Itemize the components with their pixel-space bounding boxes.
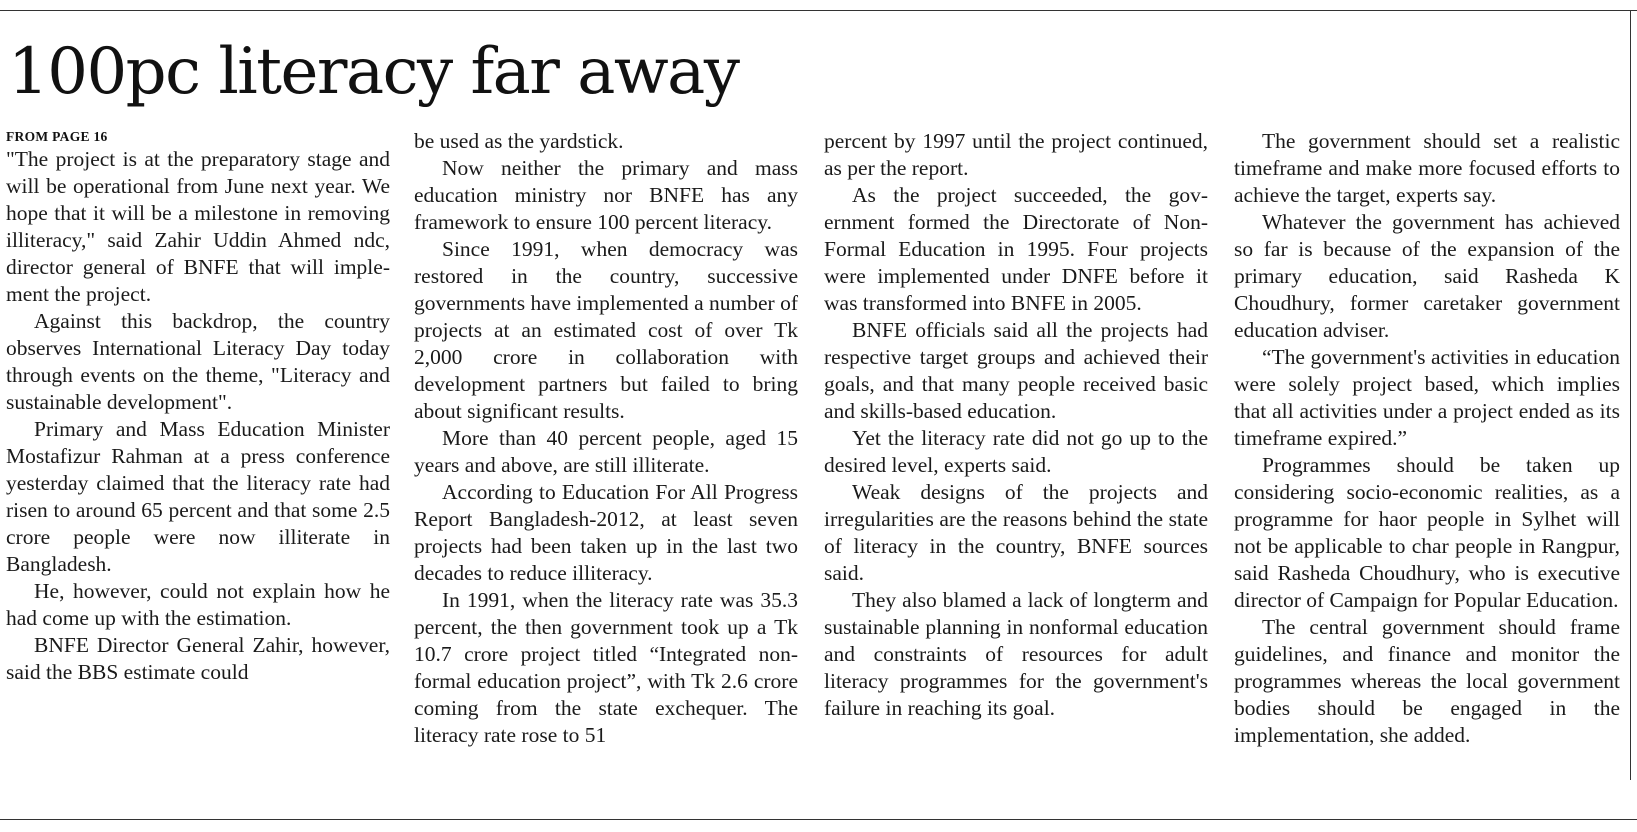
paragraph: He, however, could not explain how he had come up with the estimation. bbox=[6, 579, 390, 630]
paragraph: The central government should frame guidelines, and finance and monitor the programmes whereas the local government bodies should be engaged in the implementation, she added. bbox=[1234, 615, 1620, 747]
paragraph: “The government's activities in education were solely project based, which implies that all activities under a project ended as its timeframe expired.” bbox=[1234, 345, 1620, 450]
paragraph: Now neither the primary and mass education ministry nor BNFE has any framework to ensure 100 percent literacy. bbox=[414, 156, 798, 234]
paragraph: BNFE Director General Zahir, however, said the BBS estimate could bbox=[6, 633, 390, 684]
bottom-rule bbox=[0, 819, 1637, 820]
paragraph: be used as the yardstick. bbox=[414, 129, 624, 153]
paragraph: Since 1991, when democracy was restored in the country, successive governments have implemented a number of projects at an estimated cost of over Tk 2,000 crore in collaboration with development partners but failed to bring about significant results. bbox=[414, 237, 798, 423]
article-column-3 bbox=[824, 128, 1208, 722]
paragraph: Against this backdrop, the country observes International Literacy Day today through events on the theme, "Literacy and sustainable development". bbox=[6, 309, 390, 414]
article-column-4 bbox=[1234, 128, 1620, 749]
paragraph: Yet the literacy rate did not go up to the desired level, experts said. bbox=[824, 426, 1208, 477]
top-rule bbox=[0, 10, 1637, 11]
paragraph: percent by 1997 until the project continued, as per the report. bbox=[824, 129, 1208, 180]
paragraph: Programmes should be taken up considering socio-economic realities, as a programme for haor people in Sylhet will not be applicable to char people in Rangpur, said Rasheda Choudhury, who is executive director of Campaign for Popular Education. bbox=[1234, 453, 1620, 612]
continuation-kicker: FROM PAGE 16 bbox=[6, 129, 108, 144]
paragraph: Primary and Mass Education Minister Mostafizur Rahman at a press conference yesterday claimed that the literacy rate had risen to around 65 percent and that some 2.5 crore people were now illiterate in Bangladesh. bbox=[6, 417, 390, 576]
paragraph: Whatever the government has achieved so far is because of the expansion of the primary education, said Rasheda K Choudhury, former caretaker government education adviser. bbox=[1234, 210, 1620, 342]
paragraph: BNFE officials said all the projects had respective target groups and achieved their goals, and that many people received basic and skills-based education. bbox=[824, 318, 1208, 423]
right-rule bbox=[1630, 10, 1631, 780]
article-column-1 bbox=[6, 128, 390, 686]
paragraph: The government should set a realistic timeframe and make more focused efforts to achieve the target, experts say. bbox=[1234, 129, 1620, 207]
paragraph: More than 40 percent people, aged 15 years and above, are still illiterate. bbox=[414, 426, 798, 477]
paragraph: They also blamed a lack of longterm and sustainable planning in nonformal education and constraints of resources for adult literacy programmes for the government's failure in reaching its goal. bbox=[824, 588, 1208, 720]
paragraph: Weak designs of the projects and irregularities are the reasons behind the state of literacy in the country, BNFE sources said. bbox=[824, 480, 1208, 585]
headline: 100pc literacy far away bbox=[8, 35, 739, 109]
article-column-2 bbox=[414, 128, 798, 749]
paragraph: According to Education For All Progress Report Bangladesh-2012, at least seven projects had been taken up in the last two decades to reduce illiteracy. bbox=[414, 480, 798, 585]
paragraph: As the project succeeded, the government formed the Directorate of Non-Formal Education in 1995. Four projects were implemented under DNFE before it was transformed into BNFE in 2005. bbox=[824, 183, 1208, 315]
paragraph: In 1991, when the literacy rate was 35.3 percent, the then government took up a Tk 10.7 crore project titled “Integrated non-formal education project”, with Tk 2.6 crore coming from the state exchequer. The literacy rate rose to 51 bbox=[414, 588, 798, 747]
paragraph: "The project is at the preparatory stage and will be operational from June next year. We hope that it will be a milestone in removing illiteracy," said Zahir Uddin Ahmed ndc, director general of BNFE that will implement the project. bbox=[6, 147, 390, 306]
